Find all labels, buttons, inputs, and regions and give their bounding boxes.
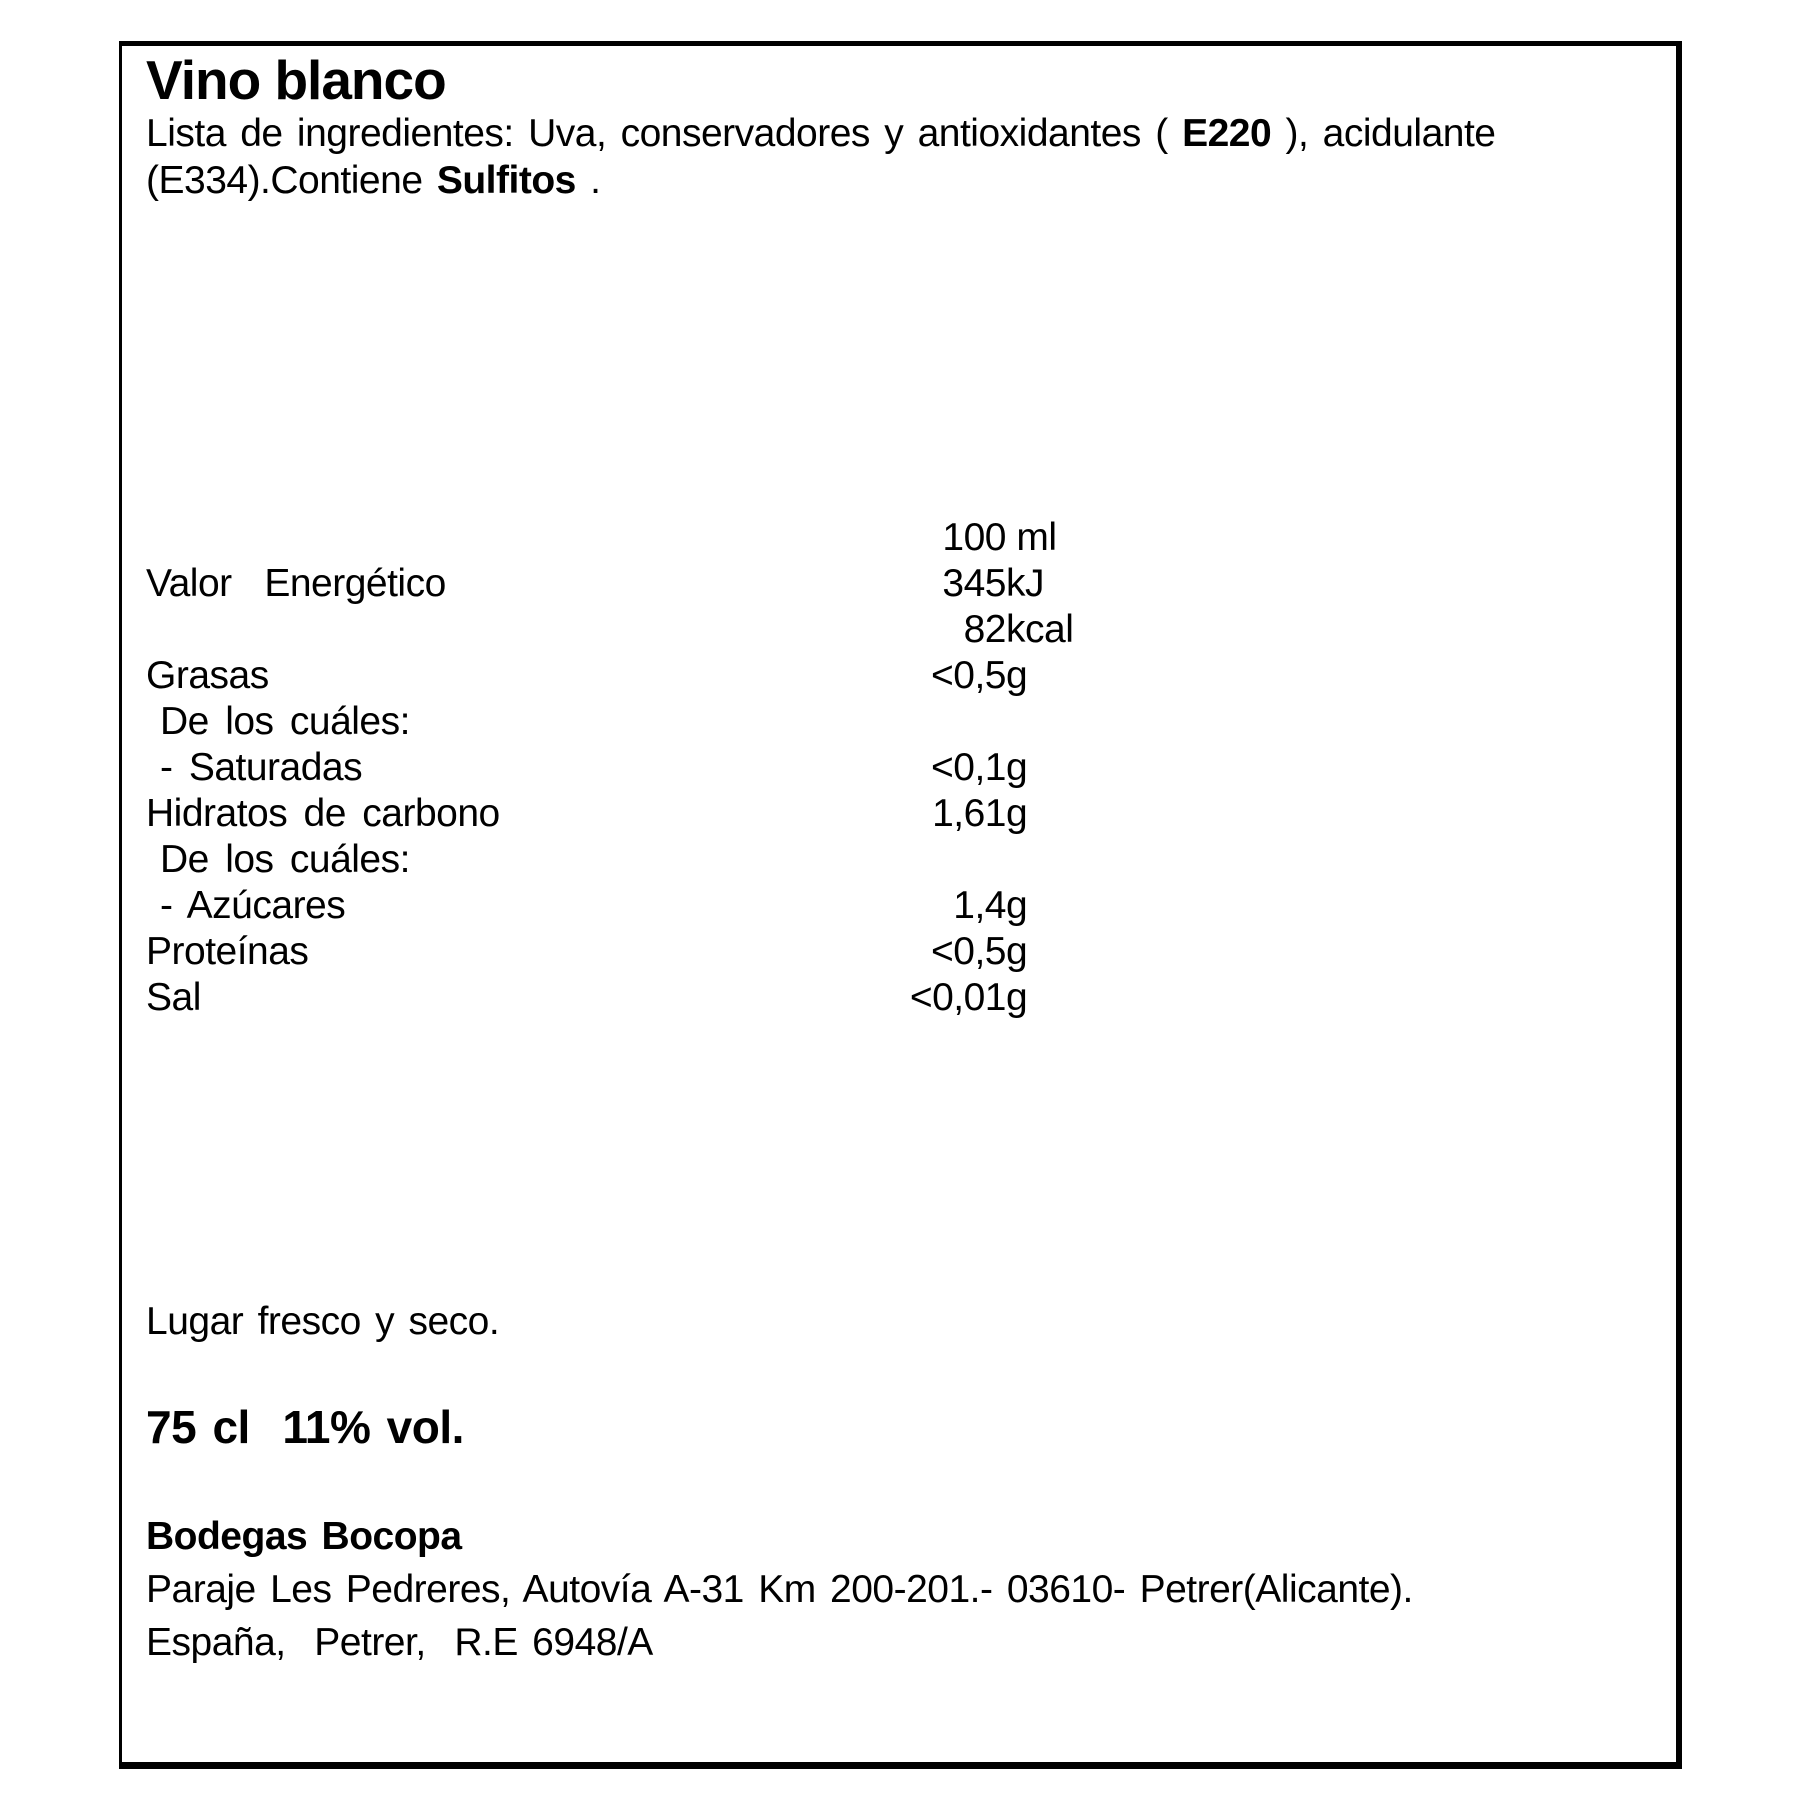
label-page (119, 41, 1682, 1769)
nutrition-row (146, 883, 1652, 929)
nutrition-row (146, 561, 1652, 607)
ingredient-emphasis: Sulfitos (436, 159, 576, 202)
nutrition-unit: g (1006, 930, 1028, 973)
nutrition-row (146, 653, 1652, 699)
nutrition-amount: 82 (963, 608, 1006, 651)
nutrition-label: Valor Energético (146, 562, 446, 605)
nutrition-unit: g (1006, 746, 1028, 789)
nutrition-amount (856, 699, 1006, 745)
nutrition-header-row (146, 515, 1652, 561)
nutrition-amount: 345 (942, 562, 1006, 605)
nutrition-unit (1006, 837, 1652, 883)
nutrition-label (146, 607, 856, 653)
nutrition-label: - Azúcares (160, 884, 346, 927)
producer-address-line-1: Paraje Les Pedreres, Autovía A-31 Km 200-201.- 03610- Petrer(Alicante). (146, 1568, 1413, 1611)
nutrition-amount: <0,5 (931, 930, 1006, 973)
ingredient-text: . (575, 159, 601, 202)
ingredient-text: ), acidulante (1271, 112, 1496, 155)
nutrition-amount (856, 837, 1006, 883)
nutrition-unit: g (1006, 792, 1028, 835)
nutrition-label: Hidratos de carbono (146, 792, 500, 835)
nutrition-label: Grasas (146, 654, 269, 697)
nutrition-unit: ml (1006, 516, 1057, 559)
producer-block (146, 1510, 1652, 1669)
nutrition-label: Proteínas (146, 930, 309, 973)
nutrition-row (146, 607, 1652, 653)
nutrition-label (146, 515, 856, 561)
nutrition-row (146, 791, 1652, 837)
nutrition-unit (1006, 699, 1652, 745)
ingredients-line (146, 110, 1652, 157)
ingredients-line (146, 157, 1652, 204)
ingredient-text: (E334).Contiene (146, 159, 437, 202)
nutrition-amount: 1,4 (953, 884, 1006, 927)
nutrition-label: De los cuáles: (160, 700, 410, 743)
nutrition-unit: g (1006, 976, 1028, 1019)
nutrition-row (146, 699, 1652, 745)
nutrition-amount: <0,5 (931, 654, 1006, 697)
volume-abv-line: 75 cl 11% vol. (146, 1401, 464, 1453)
nutrition-amount: 1,61 (932, 792, 1006, 835)
nutrition-unit: g (1006, 884, 1028, 927)
nutrition-unit: g (1006, 654, 1028, 697)
nutrition-row (146, 929, 1652, 975)
ingredients-paragraph (146, 110, 1652, 204)
nutrition-row (146, 837, 1652, 883)
nutrition-label: Sal (146, 976, 201, 1019)
producer-name: Bodegas Bocopa (146, 1515, 462, 1558)
ingredient-text: Lista de ingredientes: Uva, conservadores y antioxidantes ( (146, 112, 1183, 155)
storage-note: Lugar fresco y seco. (146, 1300, 500, 1343)
nutrition-amount: <0,1 (931, 746, 1006, 789)
nutrition-row (146, 745, 1652, 791)
nutrition-unit: kcal (1006, 608, 1074, 651)
nutrition-amount: 100 (942, 516, 1006, 559)
nutrition-label: De los cuáles: (160, 838, 410, 881)
product-title: Vino blanco (146, 49, 446, 111)
nutrition-table (146, 515, 1652, 1021)
nutrition-unit: kJ (1006, 562, 1044, 605)
ingredient-emphasis: E220 (1182, 112, 1272, 155)
nutrition-row (146, 975, 1652, 1021)
producer-address-line-2: España, Petrer, R.E 6948/A (146, 1621, 653, 1664)
nutrition-label: - Saturadas (160, 746, 363, 789)
nutrition-amount: <0,01 (909, 976, 1006, 1019)
